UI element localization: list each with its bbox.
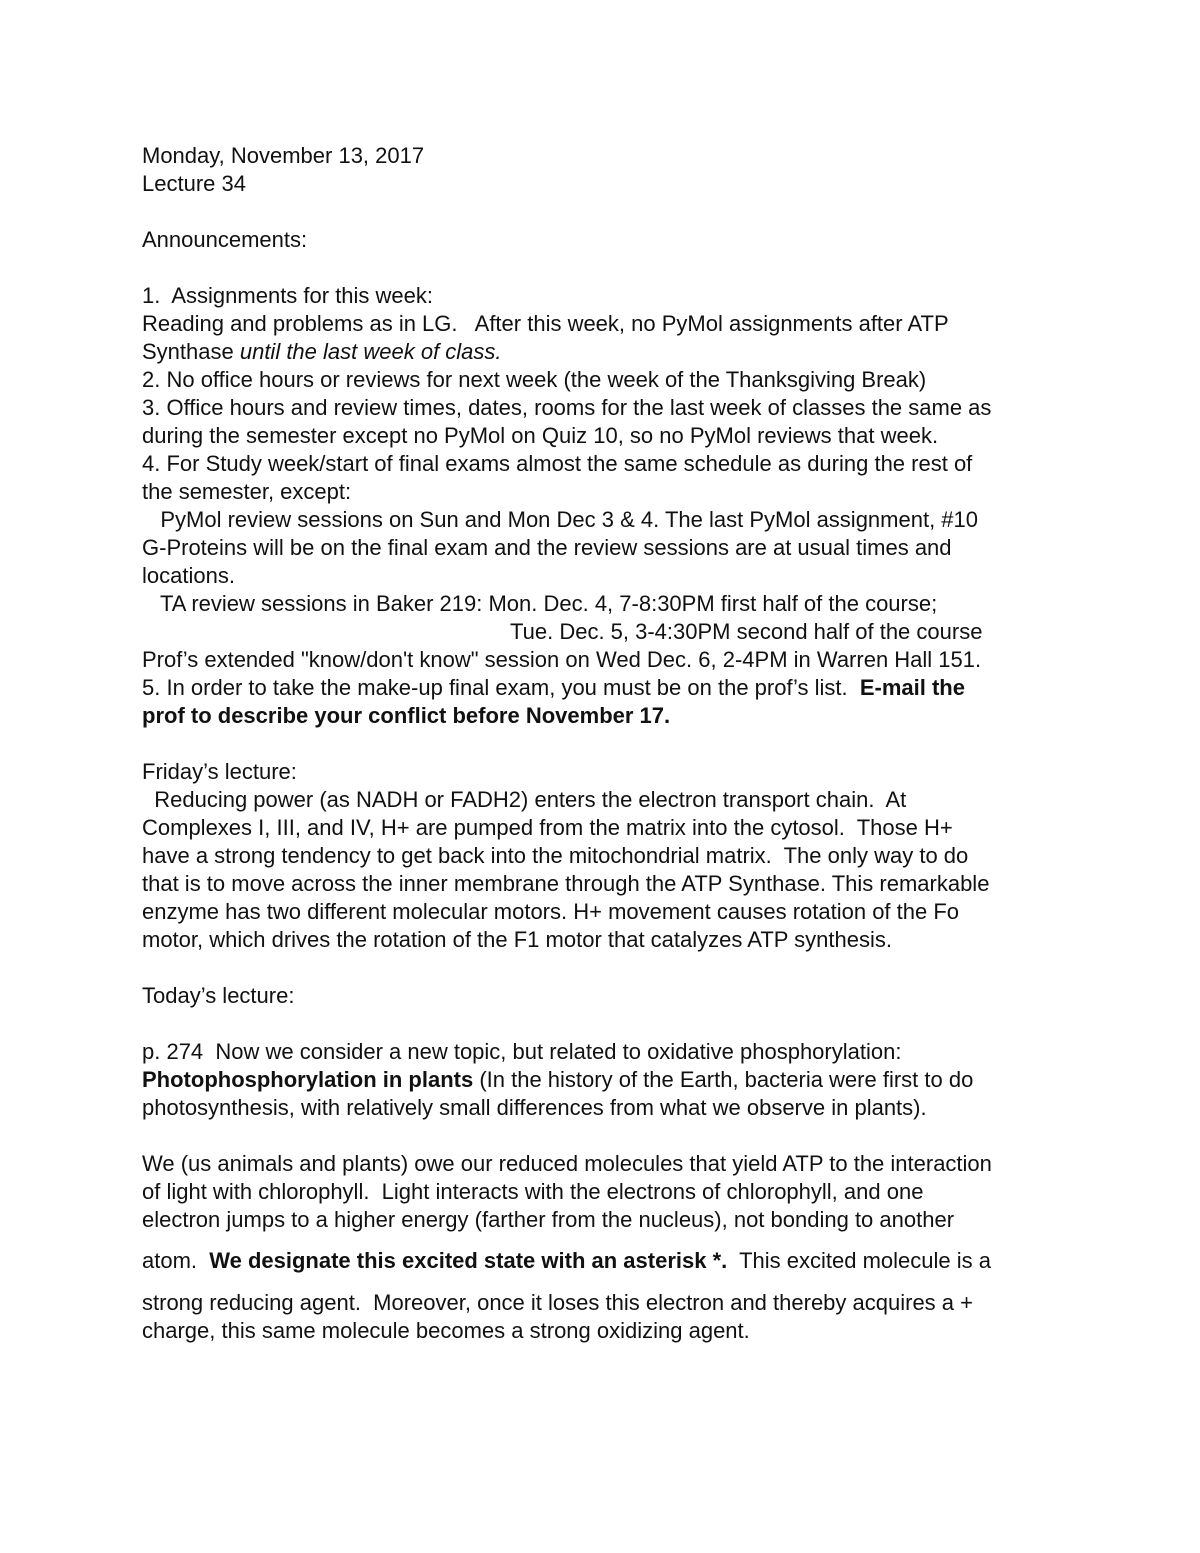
lecture-number: Lecture 34 — [142, 171, 246, 196]
today-heading: Today’s lecture: — [142, 983, 295, 1008]
pymol-review-line-1: PyMol review sessions on Sun and Mon Dec 3 & 4. The last PyMol assignment, #10 — [142, 507, 978, 532]
today-paragraph-1-line-2-rest: (In the history of the Earth, bacteria were first to do — [473, 1067, 974, 1092]
friday-line: that is to move across the inner membrane through the ATP Synthase. This remarkable — [142, 871, 990, 896]
friday-heading: Friday’s lecture: — [142, 759, 297, 784]
announcement-1-title: 1. Assignments for this week: — [142, 283, 434, 308]
prof-session-line: Prof’s extended "know/don't know" session on Wed Dec. 6, 2-4PM in Warren Hall 151. — [142, 647, 982, 672]
today-paragraph-1-line-3: photosynthesis, with relatively small differences from what we observe in plants). — [142, 1095, 927, 1120]
atom-text: atom. — [142, 1248, 210, 1273]
ta-review-line-1: TA review sessions in Baker 219: Mon. Dec. 4, 7-8:30PM first half of the course; — [142, 591, 938, 616]
announcement-5-bold-text: E-mail the — [859, 675, 965, 700]
announcement-1-line-2-text: Synthase — [142, 339, 240, 364]
friday-line: Complexes I, III, and IV, H+ are pumped from the matrix into the cytosol. Those H+ — [142, 815, 953, 840]
announcement-5-line-1 — [142, 674, 965, 702]
announcement-5-text: 5. In order to take the make-up final exam, you must be on the prof’s list. — [142, 675, 860, 700]
today-paragraph-2-line-2: of light with chlorophyll. Light interacts with the electrons of chlorophyll, and one — [142, 1179, 924, 1204]
ta-review-line-2: Tue. Dec. 5, 3-4:30PM second half of the course — [510, 619, 983, 644]
excited-state-statement: We designate this excited state with an asterisk *. — [209, 1248, 728, 1273]
friday-line: have a strong tendency to get back into the mitochondrial matrix. The only way to do — [142, 843, 969, 868]
pymol-review-line-3: locations. — [142, 563, 235, 588]
photophosphorylation-term: Photophosphorylation in plants — [142, 1067, 474, 1092]
today-paragraph-2-line-4 — [142, 1247, 991, 1275]
announcement-2: 2. No office hours or reviews for next week (the week of the Thanksgiving Break) — [142, 367, 927, 392]
announcement-1-line-1: Reading and problems as in LG. After this week, no PyMol assignments after ATP — [142, 311, 949, 336]
today-paragraph-1-line-1: p. 274 Now we consider a new topic, but related to oxidative phosphorylation: — [142, 1039, 902, 1064]
today-paragraph-2-line-6: charge, this same molecule becomes a strong oxidizing agent. — [142, 1318, 750, 1343]
friday-line: enzyme has two different molecular motors. H+ movement causes rotation of the Fo — [142, 899, 960, 924]
announcement-3-line-1: 3. Office hours and review times, dates, rooms for the last week of classes the same as — [142, 395, 992, 420]
today-paragraph-2-line-5: strong reducing agent. Moreover, once it loses this electron and thereby acquires a + — [142, 1290, 973, 1315]
announcements-heading: Announcements: — [142, 227, 308, 252]
date-line: Monday, November 13, 2017 — [142, 143, 425, 168]
today-paragraph-2-line-3: electron jumps to a higher energy (farther from the nucleus), not bonding to another — [142, 1207, 955, 1232]
announcement-4-line-2: the semester, except: — [142, 479, 352, 504]
announcement-5-line-2: prof to describe your conflict before November 17. — [142, 703, 671, 728]
announcement-1-italic-text: until the last week of class. — [239, 339, 502, 364]
excited-molecule-text: This excited molecule is a — [727, 1248, 991, 1273]
today-paragraph-2-line-1: We (us animals and plants) owe our reduced molecules that yield ATP to the interaction — [142, 1151, 992, 1176]
announcement-4-line-1: 4. For Study week/start of final exams almost the same schedule as during the rest of — [142, 451, 973, 476]
friday-line: motor, which drives the rotation of the F1 motor that catalyzes ATP synthesis. — [142, 927, 892, 952]
announcement-3-line-2: during the semester except no PyMol on Quiz 10, so no PyMol reviews that week. — [142, 423, 939, 448]
friday-line: Reducing power (as NADH or FADH2) enters the electron transport chain. At — [142, 787, 907, 812]
announcement-1-line-2 — [142, 338, 502, 366]
today-paragraph-1-line-2 — [142, 1066, 973, 1094]
pymol-review-line-2: G-Proteins will be on the final exam and the review sessions are at usual times and — [142, 535, 952, 560]
